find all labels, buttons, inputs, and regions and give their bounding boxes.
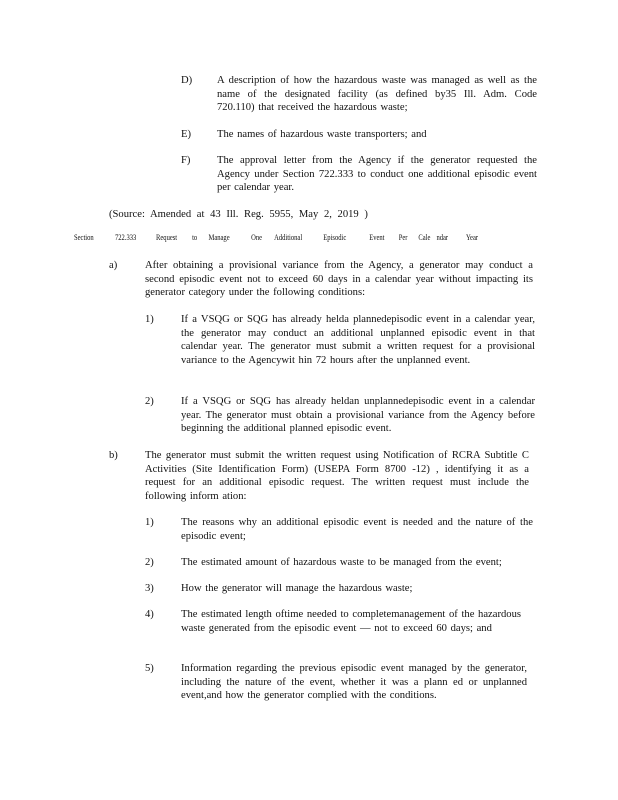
item-text-d: A description of how the hazardous waste was managed as well as the name of the designated facility (as defined by35 Ill. Adm. Code 720.110) that received the hazardous waste;	[217, 75, 537, 114]
list-item-text: If a VSQG or SQG has already heldan unplannedepisodic event in a calendar year. The generator must obtain a provisional variance from the Agency before beginning the additional planned episodic event.	[181, 396, 535, 435]
list-item-text: The estimated amount of hazardous waste to be managed from the event;	[181, 557, 502, 568]
list-item-label: 3)	[145, 583, 154, 594]
section-word: Section	[74, 233, 94, 242]
item-text-f: The approval letter from the Agency if the generator requested the Agency under Section 722.333 to conduct one additional episodic event per calendar year.	[217, 155, 537, 194]
heading-word: Additional	[274, 233, 303, 242]
list-item-text: The estimated length oftime needed to completemanagement of the hazardous waste generated from the episodic event — not to exceed 60 days; and	[181, 609, 521, 634]
list-item-label: 4)	[145, 609, 154, 620]
list-item-text: Information regarding the previous episodic event managed by the generator, including the nature of the event, whether it was a plann ed or unplanned event,and how the generator complied with the conditions.	[181, 663, 527, 702]
item-label-f: F)	[181, 155, 191, 166]
heading-word: Manage	[208, 233, 230, 242]
list-item-label: 5)	[145, 663, 154, 674]
heading-word: Request	[156, 233, 178, 242]
subsection-text-b: The generator must submit the written request using Notification of RCRA Subtitle C Activities (Site Identification Form) (USEPA Form 8700 -12) , identifying it as a request for an additional episodic request. The written request must include the following inform ation:	[145, 450, 529, 502]
list-item-text: The reasons why an additional episodic event is needed and the nature of the episodic event;	[181, 517, 533, 542]
heading-word: Per	[398, 233, 408, 242]
source-note: (Source: Amended at 43 Ill. Reg. 5955, May 2, 2019 )	[109, 209, 368, 220]
heading-word: Year	[465, 233, 479, 242]
item-label-e: E)	[181, 129, 191, 140]
subsection-label-a: a)	[109, 260, 118, 271]
list-item-text: If a VSQG or SQG has already helda plannedepisodic event in a calendar year, the generator may conduct an additional unplanned episodic event in that calendar year. The generator must submit a written request for a provisional variance to the Agencywit hin 72 hours after the unplanned event.	[181, 314, 535, 366]
section-heading	[74, 232, 479, 244]
list-item-label: 1)	[145, 314, 154, 325]
section-number: 722.333	[115, 233, 137, 242]
subsection-text-a: After obtaining a provisional variance from the Agency, a generator may conduct a second episodic event not to exceed 60 days in a calendar year without impacting its generator category under the following conditions:	[145, 260, 533, 299]
item-label-d: D)	[181, 75, 193, 86]
list-item-label: 1)	[145, 517, 154, 528]
heading-word: to	[192, 233, 198, 242]
list-item-label: 2)	[145, 557, 154, 568]
heading-word: Event	[369, 233, 385, 242]
list-item-label: 2)	[145, 396, 154, 407]
heading-word: One	[251, 233, 263, 242]
subsection-label-b: b)	[109, 450, 118, 461]
item-text-e: The names of hazardous waste transporters; and	[217, 129, 427, 140]
list-item-text: How the generator will manage the hazardous waste;	[181, 583, 413, 594]
heading-word: Cale	[418, 233, 431, 242]
heading-word: ndar	[436, 233, 449, 242]
heading-word: Episodic	[323, 233, 347, 242]
